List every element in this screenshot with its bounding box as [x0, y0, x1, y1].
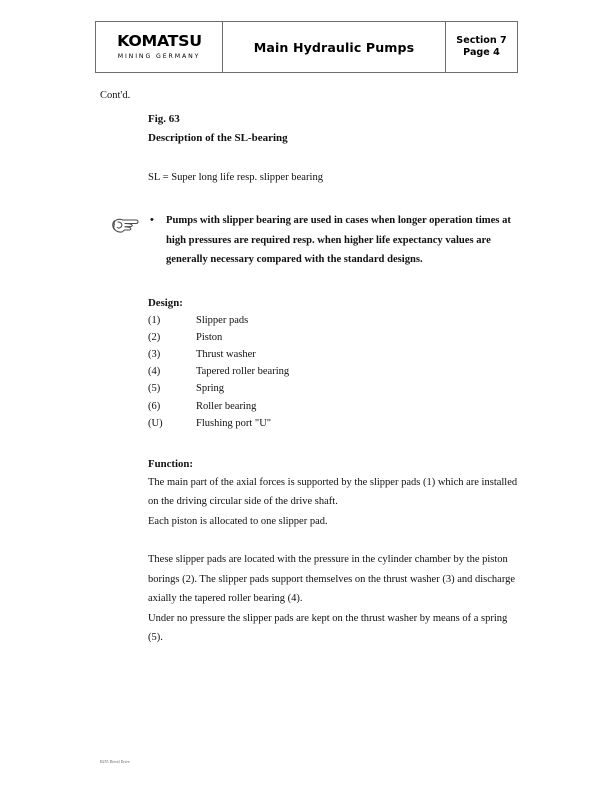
design-section — [148, 295, 520, 432]
design-item-key: (2) — [148, 331, 161, 343]
function-paragraph: Each piston is allocated to one slipper pad. — [148, 515, 328, 527]
design-list-item — [148, 415, 520, 432]
function-section — [148, 456, 520, 648]
figure-title: Description of the SL-bearing — [148, 132, 288, 144]
function-paragraph: These slipper pads are located with the pressure in the cylinder chamber by the piston borings (2). The slipper pads support themselves on the thrust washer (3) and discharge axially the tapered roller bearing (4). — [148, 554, 516, 605]
pointing-hand-icon — [108, 212, 140, 234]
function-paragraph: The main part of the axial forces is supported by the slipper pads (1) which are installed on the driving circular side of the drive shaft. — [148, 476, 518, 508]
page-footer: H255 Diesel Drive — [100, 760, 130, 764]
design-item-key: (4) — [148, 366, 161, 378]
page-title: Main Hydraulic Pumps — [253, 39, 415, 55]
komatsu-logo-subtitle: MINING GERMANY — [117, 52, 201, 60]
header-title-cell — [223, 22, 446, 72]
page-number-label: Page 4 — [463, 47, 500, 58]
design-list-item — [148, 312, 520, 329]
design-item-label: Piston — [196, 331, 223, 343]
design-item-key: (5) — [148, 383, 161, 395]
design-item-label: Spring — [196, 383, 225, 395]
header-logo-cell — [96, 22, 223, 72]
header-section-page-cell — [446, 22, 517, 72]
design-item-key: (U) — [148, 417, 163, 429]
function-paragraph: Under no pressure the slipper pads are kept on the thrust washer by means of a spring (5). — [148, 612, 508, 644]
section-label: Section 7 — [456, 35, 507, 47]
design-list-item — [148, 363, 520, 380]
design-item-key: (1) — [148, 314, 161, 326]
design-item-label: Roller bearing — [196, 400, 257, 412]
design-list-item — [148, 380, 520, 397]
callout-block — [148, 211, 520, 270]
design-list-item — [148, 346, 520, 363]
design-item-label: Thrust washer — [196, 348, 256, 360]
continued-marker: Cont'd. — [100, 90, 131, 101]
design-heading: Design: — [148, 296, 183, 309]
callout-bullet-item: • Pumps with slipper bearing are used in cases when longer operation times at high pressures are required resp. when higher life expectancy values are generally necessary compared with the standard designs. — [148, 211, 520, 270]
page-header-table — [95, 21, 518, 73]
function-heading: Function: — [148, 457, 193, 470]
design-item-label: Slipper pads — [196, 314, 249, 326]
figure-number: Fig. 63 — [148, 113, 180, 125]
callout-bullet-list — [148, 211, 520, 270]
komatsu-logo-wordmark: KOMATSU — [116, 32, 202, 51]
abbreviation-definition: SL = Super long life resp. slipper bearing — [148, 172, 324, 183]
design-list-item — [148, 398, 520, 415]
design-list-item — [148, 329, 520, 346]
design-item-key: (6) — [148, 400, 161, 412]
design-item-list — [148, 312, 520, 432]
design-item-key: (3) — [148, 348, 161, 360]
design-item-label: Tapered roller bearing — [196, 366, 290, 378]
design-item-label: Flushing port "U" — [196, 417, 272, 429]
content-column — [148, 110, 520, 648]
